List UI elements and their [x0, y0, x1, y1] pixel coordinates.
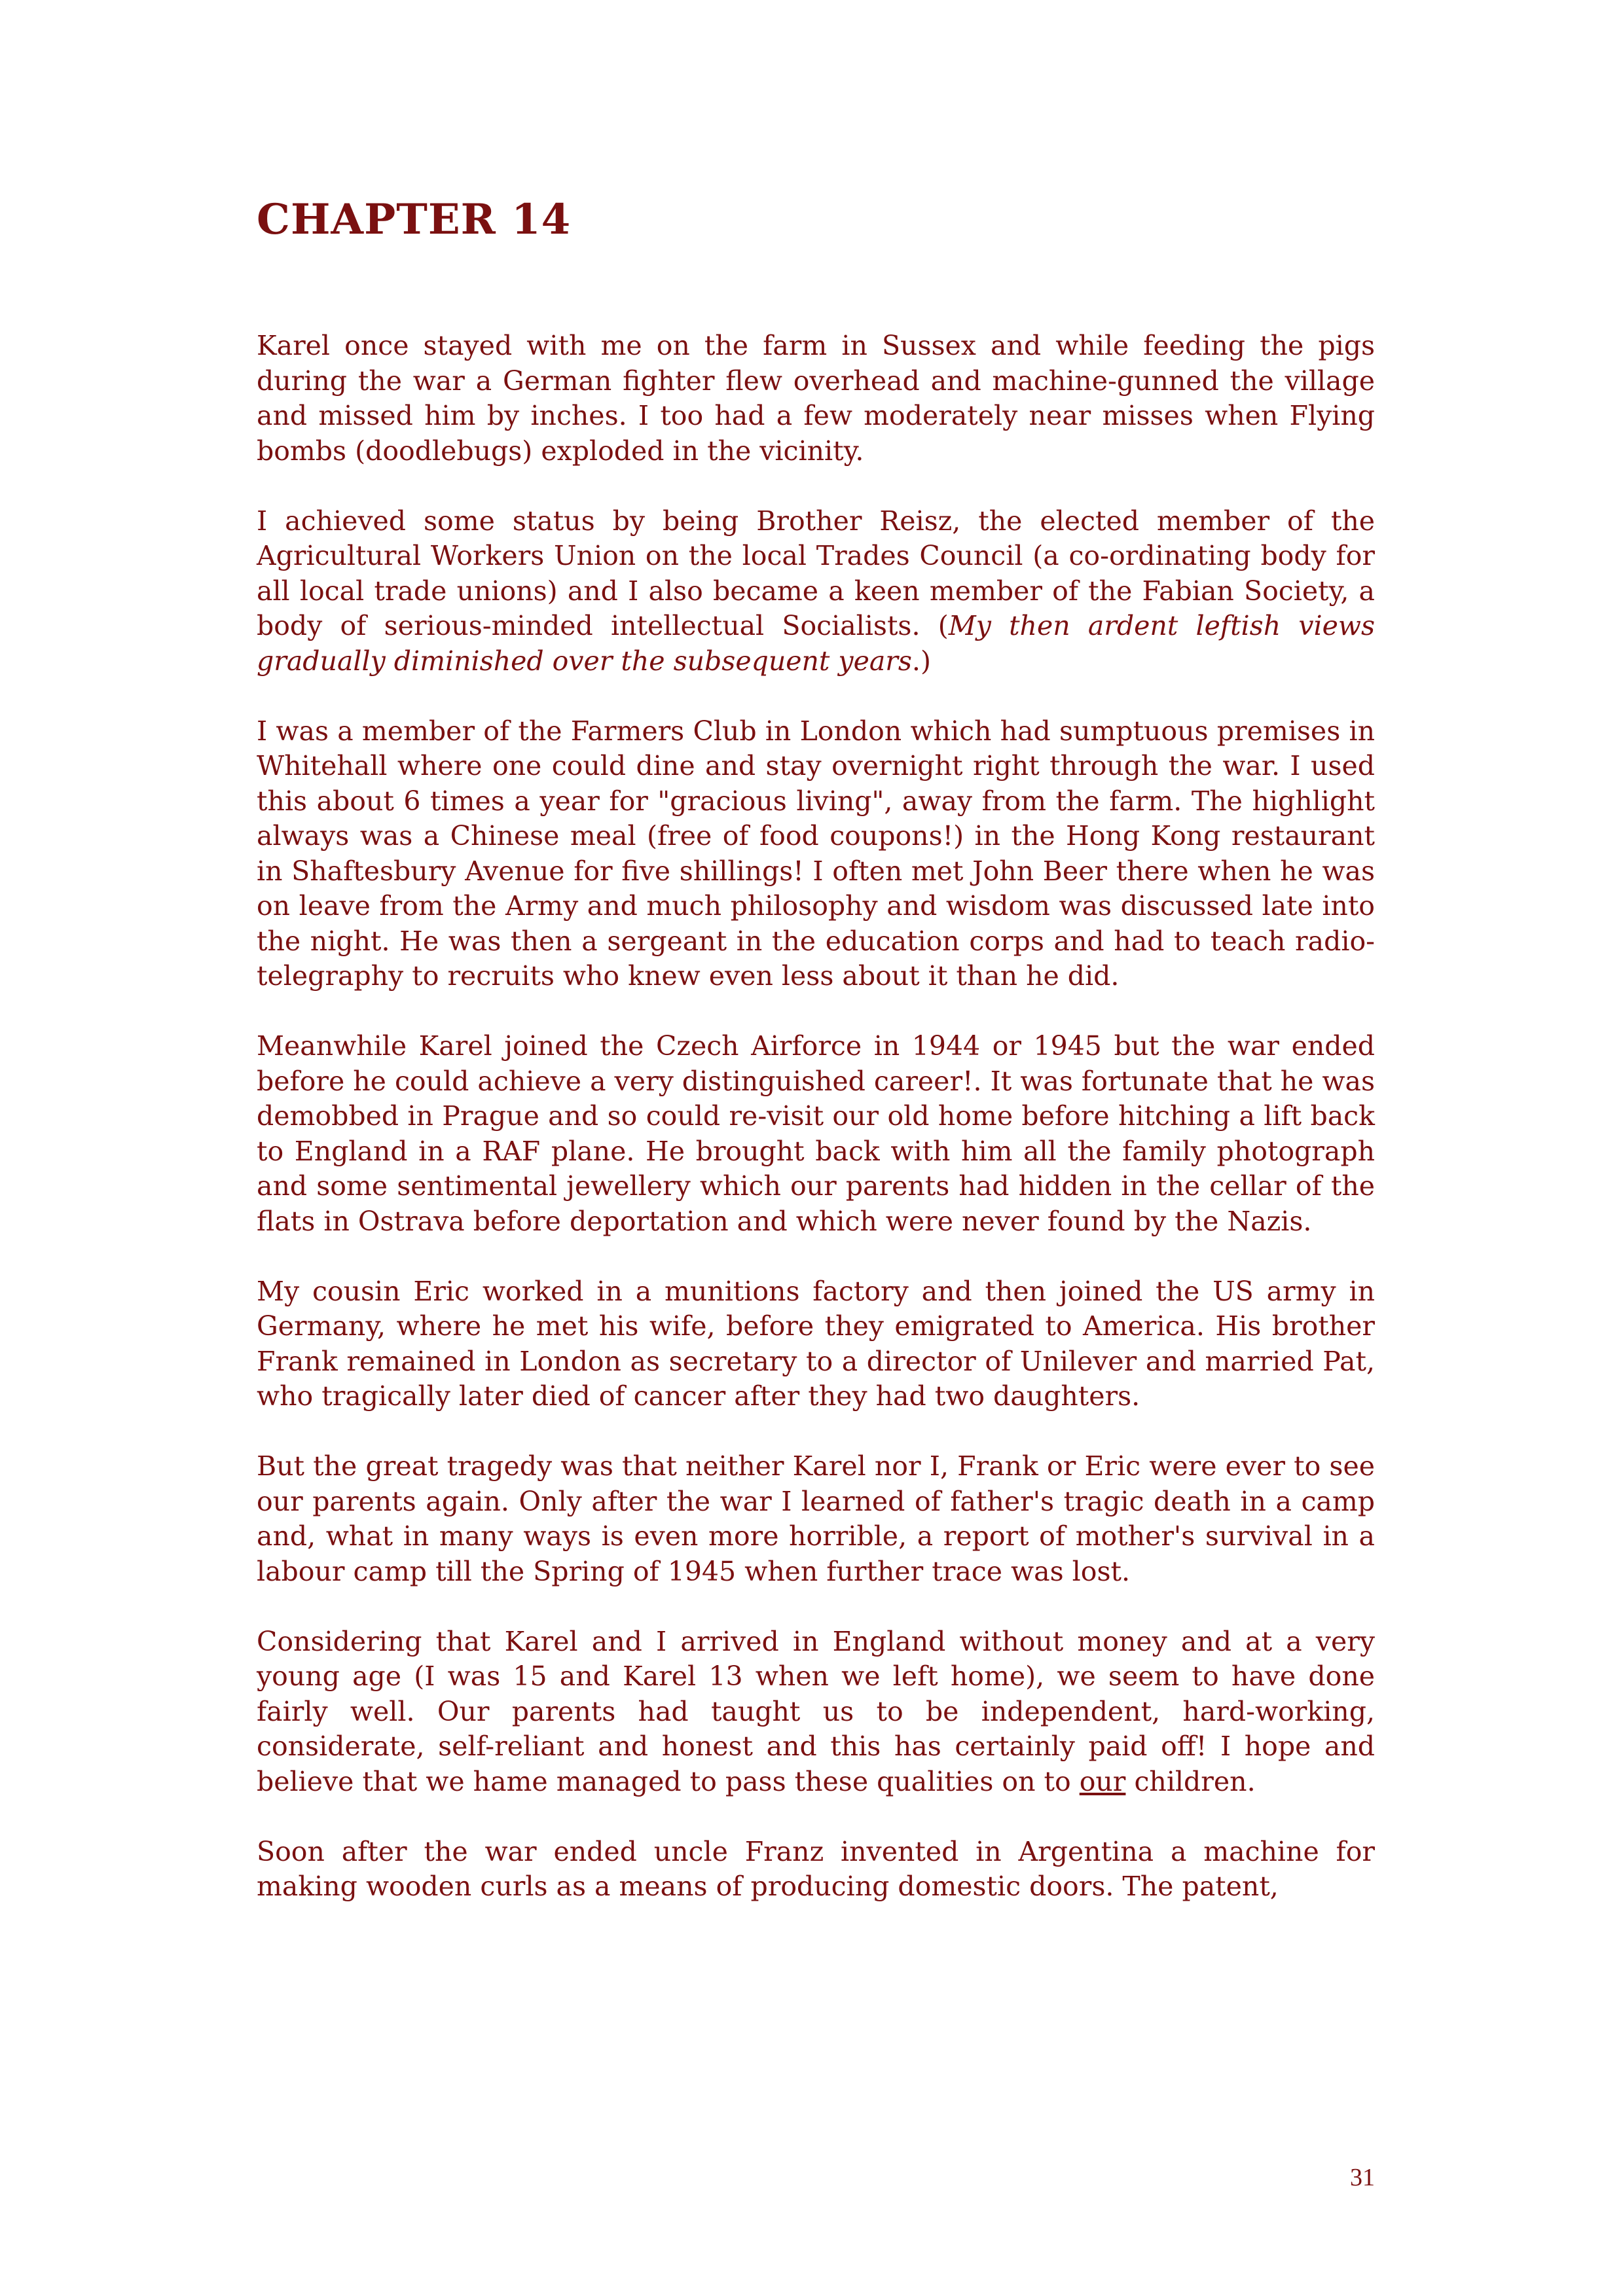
paragraph-7: [257, 1624, 1375, 1800]
paragraph-4: Meanwhile Karel joined the Czech Airforce in 1944 or 1945 but the war ended before he could achieve a very distinguished career!. It was fortunate that he was demobbed in Prague and so could re-visit our old home before hitching a lift back to England in a RAF plane. He brought back with him all the family photograph and some sentimental jewellery which our parents had hidden in the cellar of the flats in Ostrava before deportation and which were never found by the Nazis.: [257, 1030, 1375, 1237]
paragraph-8: Soon after the war ended uncle Franz invented in Argentina a machine for making wooden curls as a means of producing domestic doors. The patent,: [257, 1835, 1375, 1902]
paragraph-3: I was a member of the Farmers Club in London which had sumptuous premises in Whitehall where one could dine and stay overnight right through the war. I used this about 6 times a year for "gracious living", away from the farm. The highlight always was a Chinese meal (free of food coupons!) in the Hong Kong restaurant in Shaftesbury Avenue for five shillings! I often met John Beer there when he was on leave from the Army and much philosophy and wisdom was discussed late into the night. He was then a sergeant in the education corps and had to teach radio-telegraphy to recruits who knew even less about it than he did.: [257, 715, 1375, 992]
paragraph-2-end: .): [911, 645, 931, 677]
body-text: [257, 329, 1375, 1905]
paragraph-5: My cousin Eric worked in a munitions factory and then joined the US army in Germany, where he met his wife, before they emigrated to America. His brother Frank remained in London as secretary to a director of Unilever and married Pat, who tragically later died of cancer after they had two daughters.: [257, 1275, 1375, 1412]
paragraph-2: [257, 504, 1375, 679]
paragraph-6: But the great tragedy was that neither Karel nor I, Frank or Eric were ever to see our parents again. Only after the war I learned of father's tragic death in a camp and, what in many ways is even more horrible, a report of mother's survival in a labour camp till the Spring of 1945 when further trace was lost.: [257, 1450, 1375, 1587]
paragraph-1: Karel once stayed with me on the farm in Sussex and while feeding the pigs during the war a German fighter flew overhead and machine-gunned the village and missed him by inches. I too had a few moderately near misses when Flying bombs (doodlebugs) exploded in the vicinity.: [257, 330, 1375, 467]
paragraph-7-underlined: our: [1079, 1765, 1126, 1797]
page-number: 31: [1350, 2164, 1375, 2191]
paragraph-2-italic: My then ardent leftish views gradually diminished over the subsequent years: [257, 610, 1375, 677]
chapter-title: CHAPTER 14: [257, 195, 572, 244]
paragraph-2-text: I achieved some status by being Brother Reisz, the elected member of the Agricultural Workers Union on the local Trades Council (a co-ordinating body for all local trade unions) and I also became a keen member of the Fabian Society, a body of serious-minded intellectual Socialists. (: [257, 505, 1375, 641]
paragraph-7-end: children.: [1125, 1765, 1256, 1797]
paragraph-7-text: Considering that Karel and I arrived in England without money and at a very young age (I was 15 and Karel 13 when we left home), we seem to have done fairly well. Our parents had taught us to be independent, hard-working, considerate, self-reliant and honest and this has certainly paid off! I hope and believe that we hame managed to pass these qualities on to: [257, 1625, 1375, 1797]
